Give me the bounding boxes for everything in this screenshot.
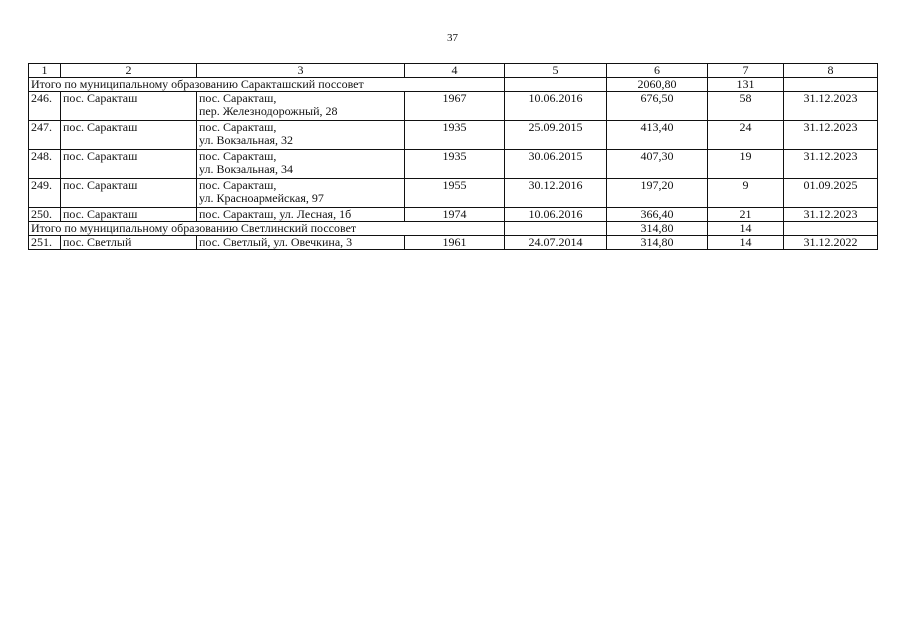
address-line: пер. Железнодорожный, 28 [199,104,338,118]
count-cell: 24 [708,121,784,150]
deadline-cell: 31.12.2023 [784,150,878,179]
address-line: пос. Саракташ, ул. Лесная, 1б [199,207,352,221]
area-cell: 676,50 [607,92,708,121]
date-cell: 10.06.2016 [505,208,607,222]
deadline-cell: 31.12.2023 [784,121,878,150]
date-cell: 10.06.2016 [505,92,607,121]
settlement-cell: пос. Саракташ [61,92,197,121]
deadline-cell: 31.12.2023 [784,208,878,222]
subtotal-label: Итого по муниципальному образованию Светлинский поссовет [29,222,505,236]
address-cell [197,179,405,208]
date-cell: 30.06.2015 [505,150,607,179]
row-number: 247. [29,121,61,150]
address-line: пос. Саракташ, [199,120,277,134]
column-number-cell: 4 [405,64,505,78]
deadline-cell: 31.12.2023 [784,92,878,121]
address-cell [197,121,405,150]
subtotal-area: 314,80 [607,222,708,236]
area-cell: 407,30 [607,150,708,179]
table-row [29,179,878,208]
column-number-cell: 8 [784,64,878,78]
year-cell: 1961 [405,236,505,250]
count-cell: 9 [708,179,784,208]
address-line: пос. Саракташ, [199,149,277,163]
address-line: пос. Саракташ, [199,178,277,192]
settlement-cell: пос. Саракташ [61,121,197,150]
row-number: 250. [29,208,61,222]
count-cell: 19 [708,150,784,179]
count-cell: 58 [708,92,784,121]
table-row [29,121,878,150]
year-cell: 1935 [405,121,505,150]
subtotal-empty [784,78,878,92]
subtotal-count: 131 [708,78,784,92]
area-cell: 314,80 [607,236,708,250]
row-number: 249. [29,179,61,208]
column-number-cell: 7 [708,64,784,78]
row-number: 246. [29,92,61,121]
date-cell: 24.07.2014 [505,236,607,250]
settlement-cell: пос. Саракташ [61,150,197,179]
settlement-cell: пос. Саракташ [61,179,197,208]
column-number-cell: 3 [197,64,405,78]
subtotal-empty [784,222,878,236]
table-row [29,208,878,222]
year-cell: 1935 [405,150,505,179]
subtotal-empty [505,222,607,236]
area-cell: 197,20 [607,179,708,208]
year-cell: 1967 [405,92,505,121]
address-line: ул. Вокзальная, 32 [199,133,294,147]
column-number-cell: 6 [607,64,708,78]
deadline-cell: 01.09.2025 [784,179,878,208]
subtotal-row [29,78,878,92]
row-number: 251. [29,236,61,250]
year-cell: 1955 [405,179,505,208]
subtotal-count: 14 [708,222,784,236]
housing-register-table [28,63,878,250]
subtotal-label: Итого по муниципальному образованию Саракташский поссовет [29,78,505,92]
area-cell: 413,40 [607,121,708,150]
address-cell [197,150,405,179]
table-row [29,236,878,250]
subtotal-row [29,222,878,236]
address-line: ул. Красноармейская, 97 [199,191,324,205]
date-cell: 25.09.2015 [505,121,607,150]
address-cell [197,208,405,222]
address-line: пос. Светлый, ул. Овечкина, 3 [199,235,353,249]
deadline-cell: 31.12.2022 [784,236,878,250]
column-number-row [29,64,878,78]
address-cell [197,92,405,121]
table-row [29,150,878,179]
address-line: ул. Вокзальная, 34 [199,162,294,176]
address-cell [197,236,405,250]
row-number: 248. [29,150,61,179]
table-body [29,64,878,250]
count-cell: 14 [708,236,784,250]
column-number-cell: 2 [61,64,197,78]
count-cell: 21 [708,208,784,222]
subtotal-area: 2060,80 [607,78,708,92]
table-row [29,92,878,121]
column-number-cell: 1 [29,64,61,78]
subtotal-empty [505,78,607,92]
area-cell: 366,40 [607,208,708,222]
page-number: 37 [447,32,458,44]
address-line: пос. Саракташ, [199,91,277,105]
year-cell: 1974 [405,208,505,222]
date-cell: 30.12.2016 [505,179,607,208]
settlement-cell: пос. Светлый [61,236,197,250]
column-number-cell: 5 [505,64,607,78]
settlement-cell: пос. Саракташ [61,208,197,222]
